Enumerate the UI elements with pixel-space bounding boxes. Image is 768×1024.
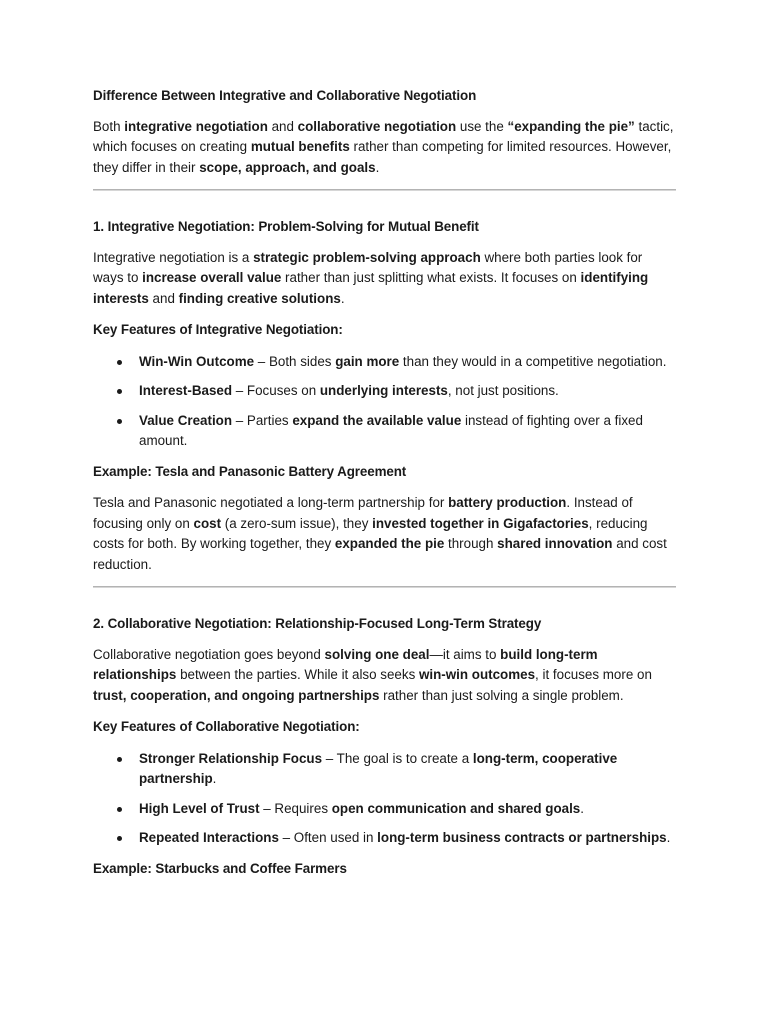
section1-feature-list xyxy=(93,352,676,452)
intro-text-6: . xyxy=(375,159,380,175)
section1-features-title: Key Features of Integrative Negotiation: xyxy=(93,322,343,337)
feature-bold: long-term, cooperative partnership xyxy=(139,750,618,786)
feature-text: – Often used in xyxy=(278,830,378,845)
feature-text: . xyxy=(580,800,584,816)
feature-bold: underlying interests xyxy=(319,383,448,398)
document-title: Difference Between Integrative and Collaborative Negotiation xyxy=(93,88,477,103)
intro-bold-5: scope, approach, and goals xyxy=(199,159,376,175)
ex1-bold-2: cost xyxy=(193,515,222,531)
section2-example-title: Example: Starbucks and Coffee Farmers xyxy=(93,860,347,876)
feature-text: – Both sides xyxy=(254,353,336,369)
s1-bold-1: strategic problem-solving approach xyxy=(253,249,481,265)
list-item xyxy=(93,749,676,790)
ex1-text-6: and cost reduction. xyxy=(93,536,667,572)
s1-bold-4: finding creative solutions xyxy=(178,290,341,306)
s2-text-1: Collaborative negotiation goes beyond xyxy=(93,646,325,662)
section2-paragraph xyxy=(93,645,676,707)
section1-paragraph xyxy=(93,248,676,310)
ex1-bold-1: battery production xyxy=(448,495,567,510)
feature-bold: long-term business contracts or partnerships xyxy=(377,830,667,845)
s1-text-5: . xyxy=(340,290,345,306)
s1-text-3: rather than just splitting what exists. It focuses on xyxy=(281,270,581,285)
feature-text: – The goal is to create a xyxy=(322,750,473,766)
s2-text-5: rather than just solving a single problem. xyxy=(379,687,624,703)
document-body xyxy=(93,86,676,890)
feature-text: – Focuses on xyxy=(232,383,320,398)
s2-text-2: —it aims to xyxy=(429,646,501,662)
intro-text-4: tactic, which focuses on creating xyxy=(93,118,674,154)
ex1-text-3: (a zero-sum issue), they xyxy=(221,515,373,531)
list-item xyxy=(93,828,676,849)
intro-text-1: Both xyxy=(93,118,125,134)
s1-text-1: Integrative negotiation is a xyxy=(93,249,254,265)
feature-text: – Requires xyxy=(259,800,332,816)
section2-features-title: Key Features of Collaborative Negotiation: xyxy=(93,719,360,734)
s2-bold-1: solving one deal xyxy=(324,646,430,662)
intro-bold-3: “expanding the pie” xyxy=(507,118,635,134)
section2-feature-list xyxy=(93,749,676,849)
feature-name: Repeated Interactions xyxy=(139,830,279,845)
feature-text: . xyxy=(666,830,671,845)
ex1-bold-3: invested together in Gigafactories xyxy=(372,515,589,531)
s1-bold-3: identifying interests xyxy=(93,270,649,306)
s2-text-3: between the parties. While it also seeks xyxy=(176,667,419,682)
s2-bold-4: trust, cooperation, and ongoing partnerships xyxy=(93,687,380,703)
list-item xyxy=(93,381,676,402)
feature-name: Interest-Based xyxy=(139,383,233,398)
feature-bold: gain more xyxy=(335,353,400,369)
ex1-text-2: . Instead of focusing only on xyxy=(93,495,633,531)
horizontal-divider xyxy=(93,189,676,191)
ex1-text-1: Tesla and Panasonic negotiated a long-term partnership for xyxy=(93,495,449,510)
s1-bold-2: increase overall value xyxy=(142,270,282,285)
feature-text: , not just positions. xyxy=(447,383,559,398)
ex1-bold-4: expanded the pie xyxy=(334,536,445,551)
feature-bold: expand the available value xyxy=(292,412,462,428)
section1-example-title: Example: Tesla and Panasonic Battery Agreement xyxy=(93,463,407,479)
intro-text-5: rather than competing for limited resources. However, they differ in their xyxy=(93,139,672,175)
feature-name: High Level of Trust xyxy=(139,800,260,816)
ex1-text-5: through xyxy=(444,536,498,551)
feature-text: instead of fighting over a fixed amount. xyxy=(139,412,643,448)
ex1-bold-5: shared innovation xyxy=(497,536,613,551)
feature-bold: open communication and shared goals xyxy=(331,800,581,816)
s2-bold-3: win-win outcomes xyxy=(418,667,536,682)
intro-text-3: use the xyxy=(456,118,508,134)
section1-title: 1. Integrative Negotiation: Problem-Solving for Mutual Benefit xyxy=(93,219,479,234)
feature-text: – Parties xyxy=(232,412,293,428)
feature-text: than they would in a competitive negotiation. xyxy=(399,353,667,369)
s2-bold-2: build long-term relationships xyxy=(93,646,598,682)
s1-text-4: and xyxy=(148,290,179,306)
list-item xyxy=(93,352,676,373)
section1-example-paragraph xyxy=(93,493,676,575)
feature-name: Value Creation xyxy=(139,412,233,428)
intro-bold-1: integrative negotiation xyxy=(124,118,268,134)
intro-bold-4: mutual benefits xyxy=(250,139,350,154)
section2-title: 2. Collaborative Negotiation: Relationship-Focused Long-Term Strategy xyxy=(93,616,542,631)
ex1-text-4: , reducing costs for both. By working together, they xyxy=(93,515,648,551)
s2-text-4: , it focuses more on xyxy=(535,667,652,682)
intro-paragraph xyxy=(93,117,676,179)
list-item xyxy=(93,799,676,820)
s1-text-2: where both parties look for ways to xyxy=(93,249,643,285)
intro-bold-2: collaborative negotiation xyxy=(297,118,457,134)
horizontal-divider xyxy=(93,586,676,588)
feature-text: . xyxy=(212,771,217,786)
list-item xyxy=(93,411,676,452)
feature-name: Stronger Relationship Focus xyxy=(139,750,323,766)
intro-text-2: and xyxy=(267,118,298,134)
feature-name: Win-Win Outcome xyxy=(139,353,255,369)
